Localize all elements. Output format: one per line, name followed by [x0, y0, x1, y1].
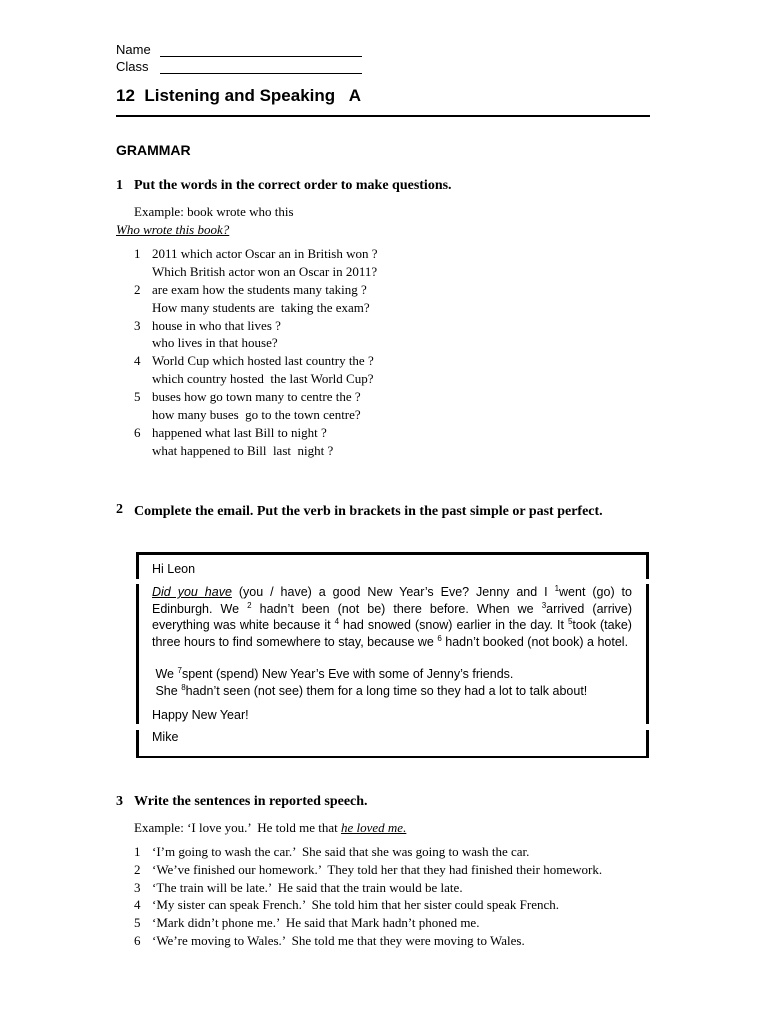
class-label: Class [116, 59, 149, 74]
list-item: 1 2011 which actor Oscar an in British won ? [134, 246, 378, 261]
q1-answer: what happened to Bill last night ? [152, 443, 334, 458]
page-title: 12 Listening and Speaking A [116, 86, 361, 105]
q1-example: Example: book wrote who this [134, 204, 294, 219]
list-item: 6 ‘We’re moving to Wales.’ She told me that they were moving to Wales. [134, 933, 525, 948]
name-label: Name [116, 42, 151, 57]
class-field[interactable] [160, 73, 362, 74]
q1-answer: Which British actor won an Oscar in 2011? [152, 264, 378, 279]
section-heading: GRAMMAR [116, 142, 191, 158]
email-signature: Mike [152, 730, 179, 744]
q1-number: 1 [116, 178, 123, 193]
name-field[interactable] [160, 56, 362, 57]
list-item: 4 ‘My sister can speak French.’ She told him that her sister could speak French. [134, 897, 559, 912]
q1-answer: how many buses go to the town centre? [152, 407, 361, 422]
list-item: 1 ‘I’m going to wash the car.’ She said that she was going to wash the car. [134, 844, 530, 859]
email-greeting: Hi Leon [152, 562, 196, 576]
q1-instruction: Put the words in the correct order to make questions. [134, 178, 452, 193]
list-item: 3 ‘The train will be late.’ He said that the train would be late. [134, 880, 463, 895]
list-item: 6 happened what last Bill to night ? [134, 425, 327, 440]
email-box [136, 552, 649, 758]
q3-example-answer: he loved me. [340, 820, 407, 835]
q1-answer: who lives in that house? [152, 335, 278, 350]
title-divider [116, 115, 650, 117]
list-item: 2 are exam how the students many taking ? [134, 282, 367, 297]
email-line-7: We $^7$spent (spend) New Year’s Eve with some of Jenny’s friends. [152, 665, 514, 681]
email-line-8: She $^8$hadn’t seen (not see) them for a long time so they had a lot to talk about! [152, 682, 588, 698]
q2-number: 2 [116, 502, 123, 517]
q2-instruction: Complete the email. Put the verb in brackets in the past simple or past perfect. [134, 504, 603, 519]
q1-answer: How many students are taking the exam? [152, 300, 370, 315]
q3-number: 3 [116, 794, 123, 809]
list-item: 3 house in who that lives ? [134, 318, 281, 333]
q3-example: Example: ‘I love you.’ He told me that he loved me. [134, 820, 407, 835]
email-closing: Happy New Year! [152, 708, 249, 722]
list-item: 2 ‘We’ve finished our homework.’ They told her that they had finished their homework. [134, 862, 603, 877]
email-body: Did you have (you / have) a good New Year’s Eve? Jenny and I $^1$went (go) to Edinburgh. We $^2$ hadn’t been (not be) there before. When we $^3$arrived (arrive) everything was white because it $^4$ had snowed (snow) earlier in the day. It $^5$took (take) three hours to find somewhere to stay, because we $^6$ hadn’t booked (not book) a hotel. [152, 583, 632, 649]
q1-example-answer: Who wrote this book? [116, 222, 230, 237]
list-item: 4 World Cup which hosted last country the ? [134, 353, 374, 368]
q1-answer: which country hosted the last World Cup? [152, 371, 374, 386]
q3-instruction: Write the sentences in reported speech. [134, 794, 368, 809]
email-example-answer: Did you have [152, 585, 232, 599]
list-item: 5 ‘Mark didn’t phone me.’ He said that Mark hadn’t phoned me. [134, 915, 480, 930]
list-item: 5 buses how go town many to centre the ? [134, 389, 361, 404]
